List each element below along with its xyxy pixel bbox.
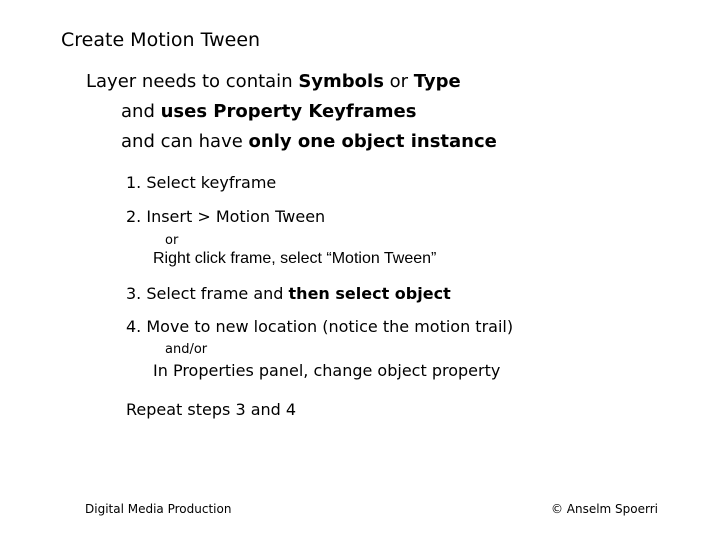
step-3 — [126, 284, 451, 303]
step-2-alternative: Right click frame, select “Motion Tween” — [153, 250, 437, 267]
bold-property-keyframes: uses Property Keyframes — [160, 101, 417, 122]
step-text: Insert > Motion Tween — [146, 207, 326, 226]
step-2-or: or — [165, 233, 179, 248]
bold-then-select-object: then select object — [288, 284, 451, 303]
step-text: Select keyframe — [146, 173, 277, 192]
requirement-line-2 — [121, 101, 416, 122]
text-segment: or — [383, 71, 414, 92]
step-text: Select frame and — [146, 284, 289, 303]
step-1 — [126, 173, 276, 192]
step-2 — [126, 207, 325, 226]
slide-title: Create Motion Tween — [61, 29, 261, 51]
requirement-line-3 — [121, 131, 497, 152]
bold-type: Type — [413, 71, 461, 92]
step-4-and-or: and/or — [165, 342, 208, 357]
step-number: 3. — [126, 284, 142, 303]
step-4-alternative: In Properties panel, change object property — [153, 361, 501, 380]
step-number: 4. — [126, 317, 142, 336]
text-segment: Layer needs to contain — [86, 71, 299, 92]
step-4 — [126, 317, 513, 336]
text-segment: and — [121, 101, 161, 122]
footer-copyright: © Anselm Spoerri — [550, 502, 658, 516]
step-text: Move to new location (notice the motion trail) — [146, 317, 514, 336]
footer-course: Digital Media Production — [85, 502, 232, 516]
bold-symbols: Symbols — [298, 71, 384, 92]
repeat-note: Repeat steps 3 and 4 — [126, 400, 297, 419]
text-segment: and can have — [121, 131, 249, 152]
step-number: 1. — [126, 173, 142, 192]
requirement-line-1 — [86, 71, 461, 92]
bold-one-instance: only one object instance — [248, 131, 497, 152]
step-number: 2. — [126, 207, 142, 226]
